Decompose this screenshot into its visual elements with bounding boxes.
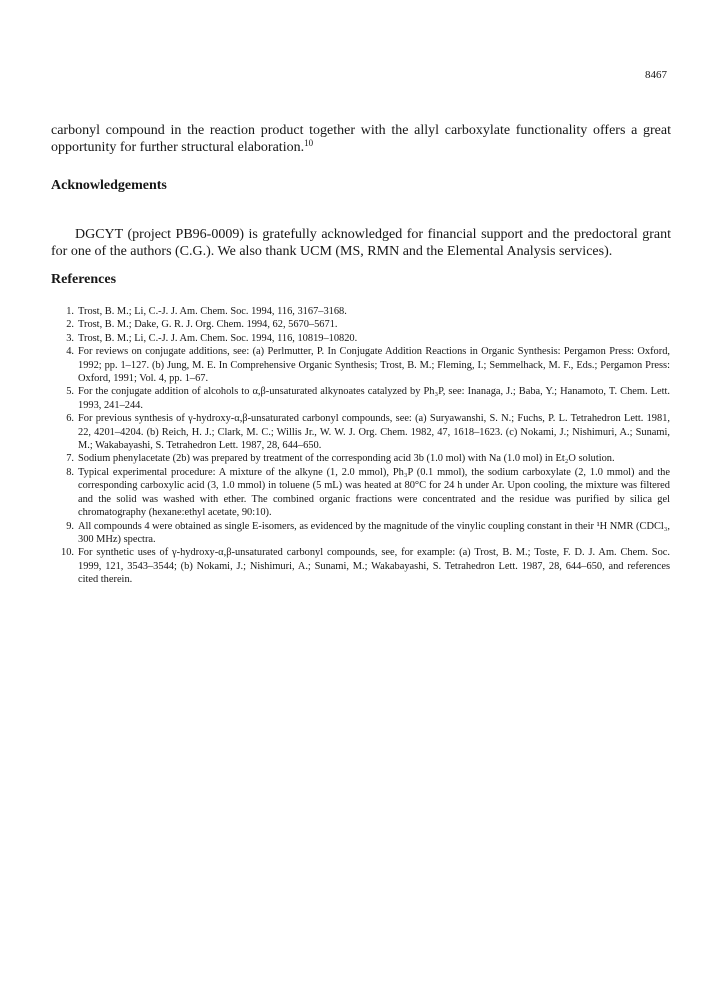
reference-number: 9. — [66, 520, 74, 532]
reference-number: 8. — [66, 466, 74, 478]
reference-text: All compounds 4 were obtained as single E-isomers, as evidenced by the magnitude of the vinylic coupling constant in their ¹H NMR (CDCl₃, 300 MHz) spectra. — [78, 520, 670, 545]
reference-item — [59, 318, 670, 331]
page-number: 8467 — [645, 69, 667, 81]
reference-item — [59, 452, 670, 465]
reference-item — [59, 385, 670, 412]
reference-item — [59, 305, 670, 318]
reference-text: For synthetic uses of γ-hydroxy-α,β-unsaturated carbonyl compounds, see, for example: (a) Trost, B. M.; Toste, F. D. J. Am. Chem. Soc. 1999, 121, 3543–3544; (b) Nokami, J.; Nishimuri, A.; Sunami, M.; Wakabayashi, S. Tetrahedron Lett. 1987, 28, 644–650, and references cited therein. — [78, 547, 670, 586]
reference-number: 2. — [66, 319, 74, 331]
reference-number: 3. — [66, 332, 74, 344]
reference-number: 6. — [66, 413, 74, 425]
reference-text: Trost, B. M.; Li, C.-J. J. Am. Chem. Soc. 1994, 116, 3167–3168. — [78, 306, 347, 317]
reference-text: Trost, B. M.; Li, C.-J. J. Am. Chem. Soc. 1994, 116, 10819–10820. — [78, 332, 358, 344]
reference-text: Sodium phenylacetate (2b) was prepared by treatment of the corresponding acid 3b (1.0 mol) with Na (1.0 mol) in Et₂O solution. — [78, 453, 615, 465]
reference-item — [59, 412, 670, 452]
reference-number: 7. — [66, 453, 74, 465]
reference-text: For reviews on conjugate additions, see: (a) Perlmutter, P. In Conjugate Addition Reactions in Organic Synthesis: Pergamon Press: Oxford, 1992; pp. 1–127. (b) Jung, M. E. In Comprehensive Organic Synthesis; Trost, B. M.; Fleming, I.; Semmelhack, M. F., Eds.; Pergamon Press: Oxford, 1991; Vol. 4, pp. 1–67. — [78, 346, 670, 385]
reference-number: 10. — [61, 547, 74, 559]
reference-item — [59, 332, 670, 345]
acknowledgements-heading: Acknowledgements — [51, 178, 167, 193]
reference-item — [59, 520, 670, 547]
reference-text: Typical experimental procedure: A mixture of the alkyne (1, 2.0 mmol), Ph₃P (0.1 mmol), the sodium carboxylate (2, 1.0 mmol) and the corresponding carboxylic acid (3, 1.0 mmol) in toluene (5 mL) was heated at 80°C for 24 h under Ar. Upon cooling, the mixture was filtered and the solid was washed with ether. The combined organic fractions were concentrated and the residue was purified by silica gel chromatography (hexane:ethyl acetate, 90:10). — [78, 466, 670, 519]
reference-text: Trost, B. M.; Dake, G. R. J. Org. Chem. 1994, 62, 5670–5671. — [78, 319, 338, 331]
footnote-marker: 10 — [304, 138, 314, 148]
reference-number: 4. — [66, 346, 74, 358]
reference-number: 5. — [66, 386, 74, 398]
reference-item — [59, 466, 670, 520]
acknowledgements-text: DGCYT (project PB96-0009) is gratefully acknowledged for financial support and the predoctoral grant for one of the authors (C.G.). We also thank UCM (MS, RMN and the Elemental Analysis services). — [51, 227, 671, 259]
reference-text: For the conjugate addition of alcohols to α,β-unsaturated alkynoates catalyzed by Ph₃P, see: Inanaga, J.; Baba, Y.; Hanamoto, T. Chem. Lett. 1993, 241–244. — [78, 386, 670, 411]
reference-text: For previous synthesis of γ-hydroxy-α,β-unsaturated carbonyl compounds, see: (a) Suryawanshi, S. N.; Fuchs, P. L. Tetrahedron Lett. 1981, 22, 4201–4204. (b) Reich, H. J.; Clark, M. C.; Willis Jr., W. W. J. Org. Chem. 1982, 47, 1618–1623. (c) Nokami, J.; Nishimuri, A.; Sunami, M.; Wakabayashi, S. Tetrahedron Lett. 1987, 28, 644–650. — [78, 413, 670, 452]
references-heading: References — [51, 272, 117, 287]
reference-list — [59, 305, 670, 587]
intro-text: carbonyl compound in the reaction product together with the allyl carboxylate functionality offers a great opportunity for further structural elaboration. — [51, 123, 671, 155]
reference-number: 1. — [66, 306, 74, 317]
intro-paragraph — [51, 122, 671, 156]
reference-item — [59, 345, 670, 385]
reference-item — [59, 546, 670, 586]
